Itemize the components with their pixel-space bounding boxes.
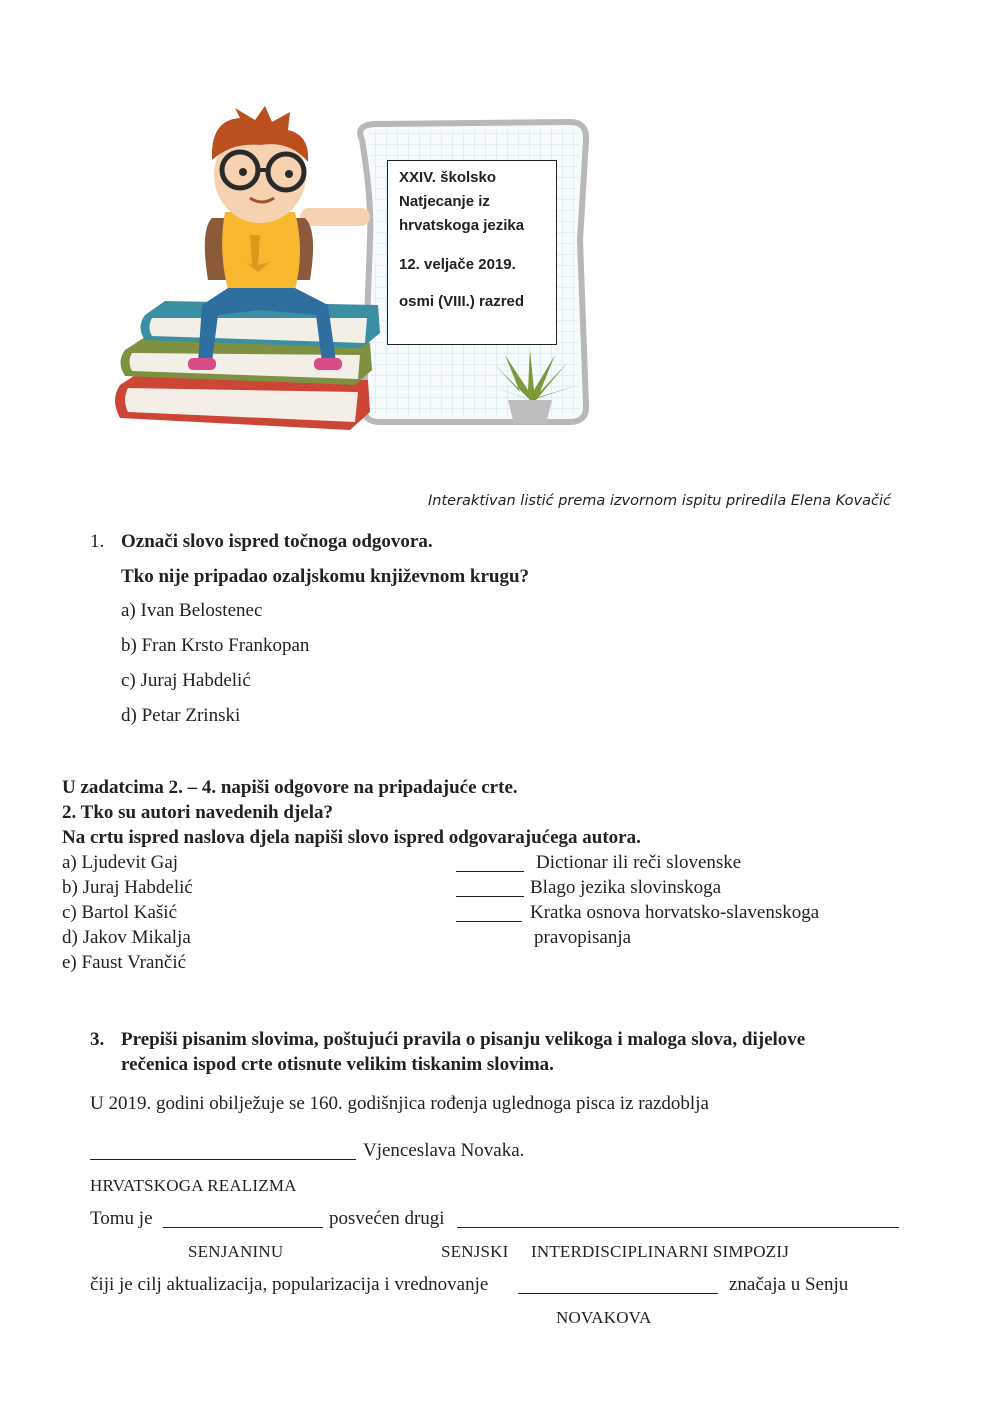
q2-author-c: c) Bartol Kašić — [62, 902, 178, 923]
competition-title-line1: Natjecanje iz — [399, 193, 490, 210]
q3-sentence-3-start: Tomu je — [90, 1208, 153, 1229]
q3-instruction-line1: Prepiši pisanim slovima, poštujući pravila o pisanju velikoga i maloga slova, dijelove — [121, 1029, 806, 1050]
author-credit: Interaktivan listić prema izvornom ispitu priredila Elena Kovačić — [428, 493, 891, 509]
q2-answer-line-2[interactable] — [456, 880, 524, 897]
q3-caps-5: NOVAKOVA — [556, 1308, 652, 1327]
q2-work-2: Blago jezika slovinskoga — [530, 877, 722, 898]
q3-instruction-line2: rečenica ispod crte otisnute velikim tiskanim slovima. — [121, 1054, 554, 1075]
q3-caps-3: SENJSKI — [441, 1242, 509, 1261]
q2-work-1: Dictionar ili reči slovenske — [536, 852, 742, 873]
q1-option-c[interactable]: c) Juraj Habdelić — [121, 670, 251, 691]
q2-answer-line-1[interactable] — [456, 855, 524, 872]
q1-number: 1. — [90, 531, 105, 552]
q2-answer-line-3[interactable] — [456, 905, 522, 922]
q1-option-a[interactable]: a) Ivan Belostenec — [121, 600, 263, 621]
competition-date: 12. veljače 2019. — [399, 256, 516, 273]
q3-sentence-1: U 2019. godini obilježuje se 160. godišnjica rođenja uglednoga pisca iz razdoblja — [90, 1093, 709, 1114]
q3-caps-4: INTERDISCIPLINARNI SIMPOZIJ — [531, 1242, 790, 1261]
q3-caps-1: HRVATSKOGA REALIZMA — [90, 1176, 297, 1195]
q2-title: 2. Tko su autori navedenih djela? — [62, 802, 333, 823]
q2-author-a: a) Ljudevit Gaj — [62, 852, 179, 873]
q2-work-3-cont: pravopisanja — [534, 927, 632, 948]
grade-label: osmi (VIII.) razred — [399, 293, 525, 310]
q3-answer-line-1[interactable] — [90, 1143, 356, 1160]
q2-author-b: b) Juraj Habdelić — [62, 877, 193, 898]
q3-answer-line-4[interactable] — [518, 1277, 718, 1294]
q3-number: 3. — [90, 1029, 105, 1050]
q3-answer-line-2[interactable] — [163, 1211, 323, 1228]
q3-sentence-2-end: Vjenceslava Novaka. — [363, 1140, 525, 1161]
q3-answer-line-3[interactable] — [457, 1211, 899, 1228]
competition-number: XXIV. školsko — [399, 169, 497, 186]
q2-instruction: Na crtu ispred naslova djela napiši slovo ispred odgovarajućega autora. — [62, 827, 641, 848]
q2-author-d: d) Jakov Mikalja — [62, 927, 191, 948]
q1-instruction: Označi slovo ispred točnoga odgovora. — [121, 531, 433, 552]
cover-info-box — [387, 160, 557, 345]
q3-sentence-4-end: značaja u Senju — [729, 1274, 849, 1295]
q2-author-e: e) Faust Vrančić — [62, 952, 187, 973]
q2-work-3: Kratka osnova horvatsko-slavenskoga — [530, 902, 820, 923]
q1-question: Tko nije pripadao ozaljskomu književnom krugu? — [121, 566, 530, 587]
q3-sentence-3-mid: posvećen drugi — [329, 1208, 445, 1229]
competition-title-line2: hrvatskoga jezika — [399, 217, 525, 234]
section-instruction: U zadatcima 2. – 4. napiši odgovore na pripadajuće crte. — [62, 777, 518, 798]
q3-sentence-4-start: čiji je cilj aktualizacija, popularizacija i vrednovanje — [90, 1274, 489, 1295]
q1-option-d[interactable]: d) Petar Zrinski — [121, 705, 241, 726]
q1-option-b[interactable]: b) Fran Krsto Frankopan — [121, 635, 310, 656]
q3-caps-2: SENJANINU — [188, 1242, 284, 1261]
